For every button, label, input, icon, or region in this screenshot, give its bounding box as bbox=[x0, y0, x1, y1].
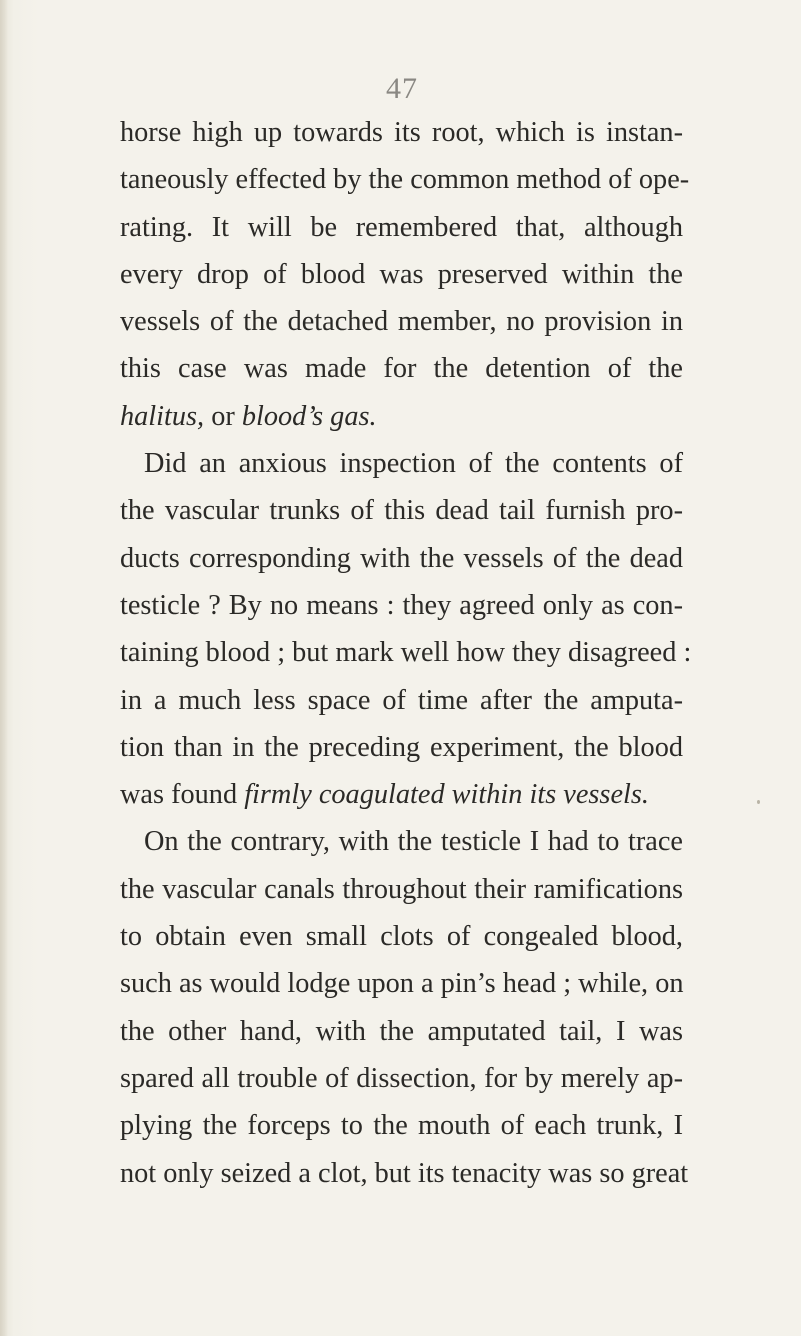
text-fragment: or bbox=[204, 400, 242, 432]
binding-gutter-shadow bbox=[0, 0, 8, 1336]
text-line: the vascular canals throughout their ramifications bbox=[120, 873, 683, 905]
text-line bbox=[120, 771, 683, 818]
text-line: testicle ? By no means : they agreed only as con- bbox=[120, 589, 683, 621]
text-line: such as would lodge upon a pin’s head ; while, on bbox=[120, 968, 684, 1000]
text-line: ducts corresponding with the vessels of the dead bbox=[120, 542, 683, 574]
text-line: tion than in the preceding experiment, the blood bbox=[120, 731, 683, 763]
text-line: in a much less space of time after the amputa- bbox=[120, 684, 683, 716]
text-line bbox=[120, 393, 683, 440]
text-line: every drop of blood was preserved within the bbox=[120, 258, 683, 290]
paper-speck bbox=[757, 800, 760, 804]
text-line: the vascular trunks of this dead tail furnish pro- bbox=[120, 495, 683, 527]
text-line: to obtain even small clots of congealed blood, bbox=[120, 921, 683, 953]
text-line: spared all trouble of dissection, for by merely ap- bbox=[120, 1062, 683, 1094]
text-line: rating. It will be remembered that, although bbox=[120, 211, 683, 243]
italic-term: halitus, bbox=[120, 400, 205, 432]
text-line: this case was made for the detention of the bbox=[120, 353, 683, 385]
text-line: vessels of the detached member, no provision in bbox=[120, 306, 683, 338]
text-line: Did an anxious inspection of the contents of bbox=[144, 448, 683, 480]
text-line: not only seized a clot, but its tenacity was so great bbox=[120, 1157, 689, 1189]
text-line: plying the forceps to the mouth of each trunk, I bbox=[120, 1110, 683, 1142]
body-text bbox=[120, 109, 692, 1197]
page-number: 47 bbox=[386, 72, 418, 105]
text-line: taining blood ; but mark well how they disagreed : bbox=[120, 637, 692, 669]
italic-emphasis: firmly coagulated within its vessels. bbox=[244, 779, 649, 811]
italic-term: blood’s gas. bbox=[241, 400, 377, 432]
text-line: horse high up towards its root, which is instan- bbox=[120, 117, 683, 148]
text-line: the other hand, with the amputated tail, I was bbox=[120, 1015, 683, 1047]
text-line: On the contrary, with the testicle I had to trace bbox=[144, 826, 683, 858]
text-fragment: was found bbox=[120, 779, 245, 811]
text-line: taneously effected by the common method of ope- bbox=[120, 164, 690, 196]
